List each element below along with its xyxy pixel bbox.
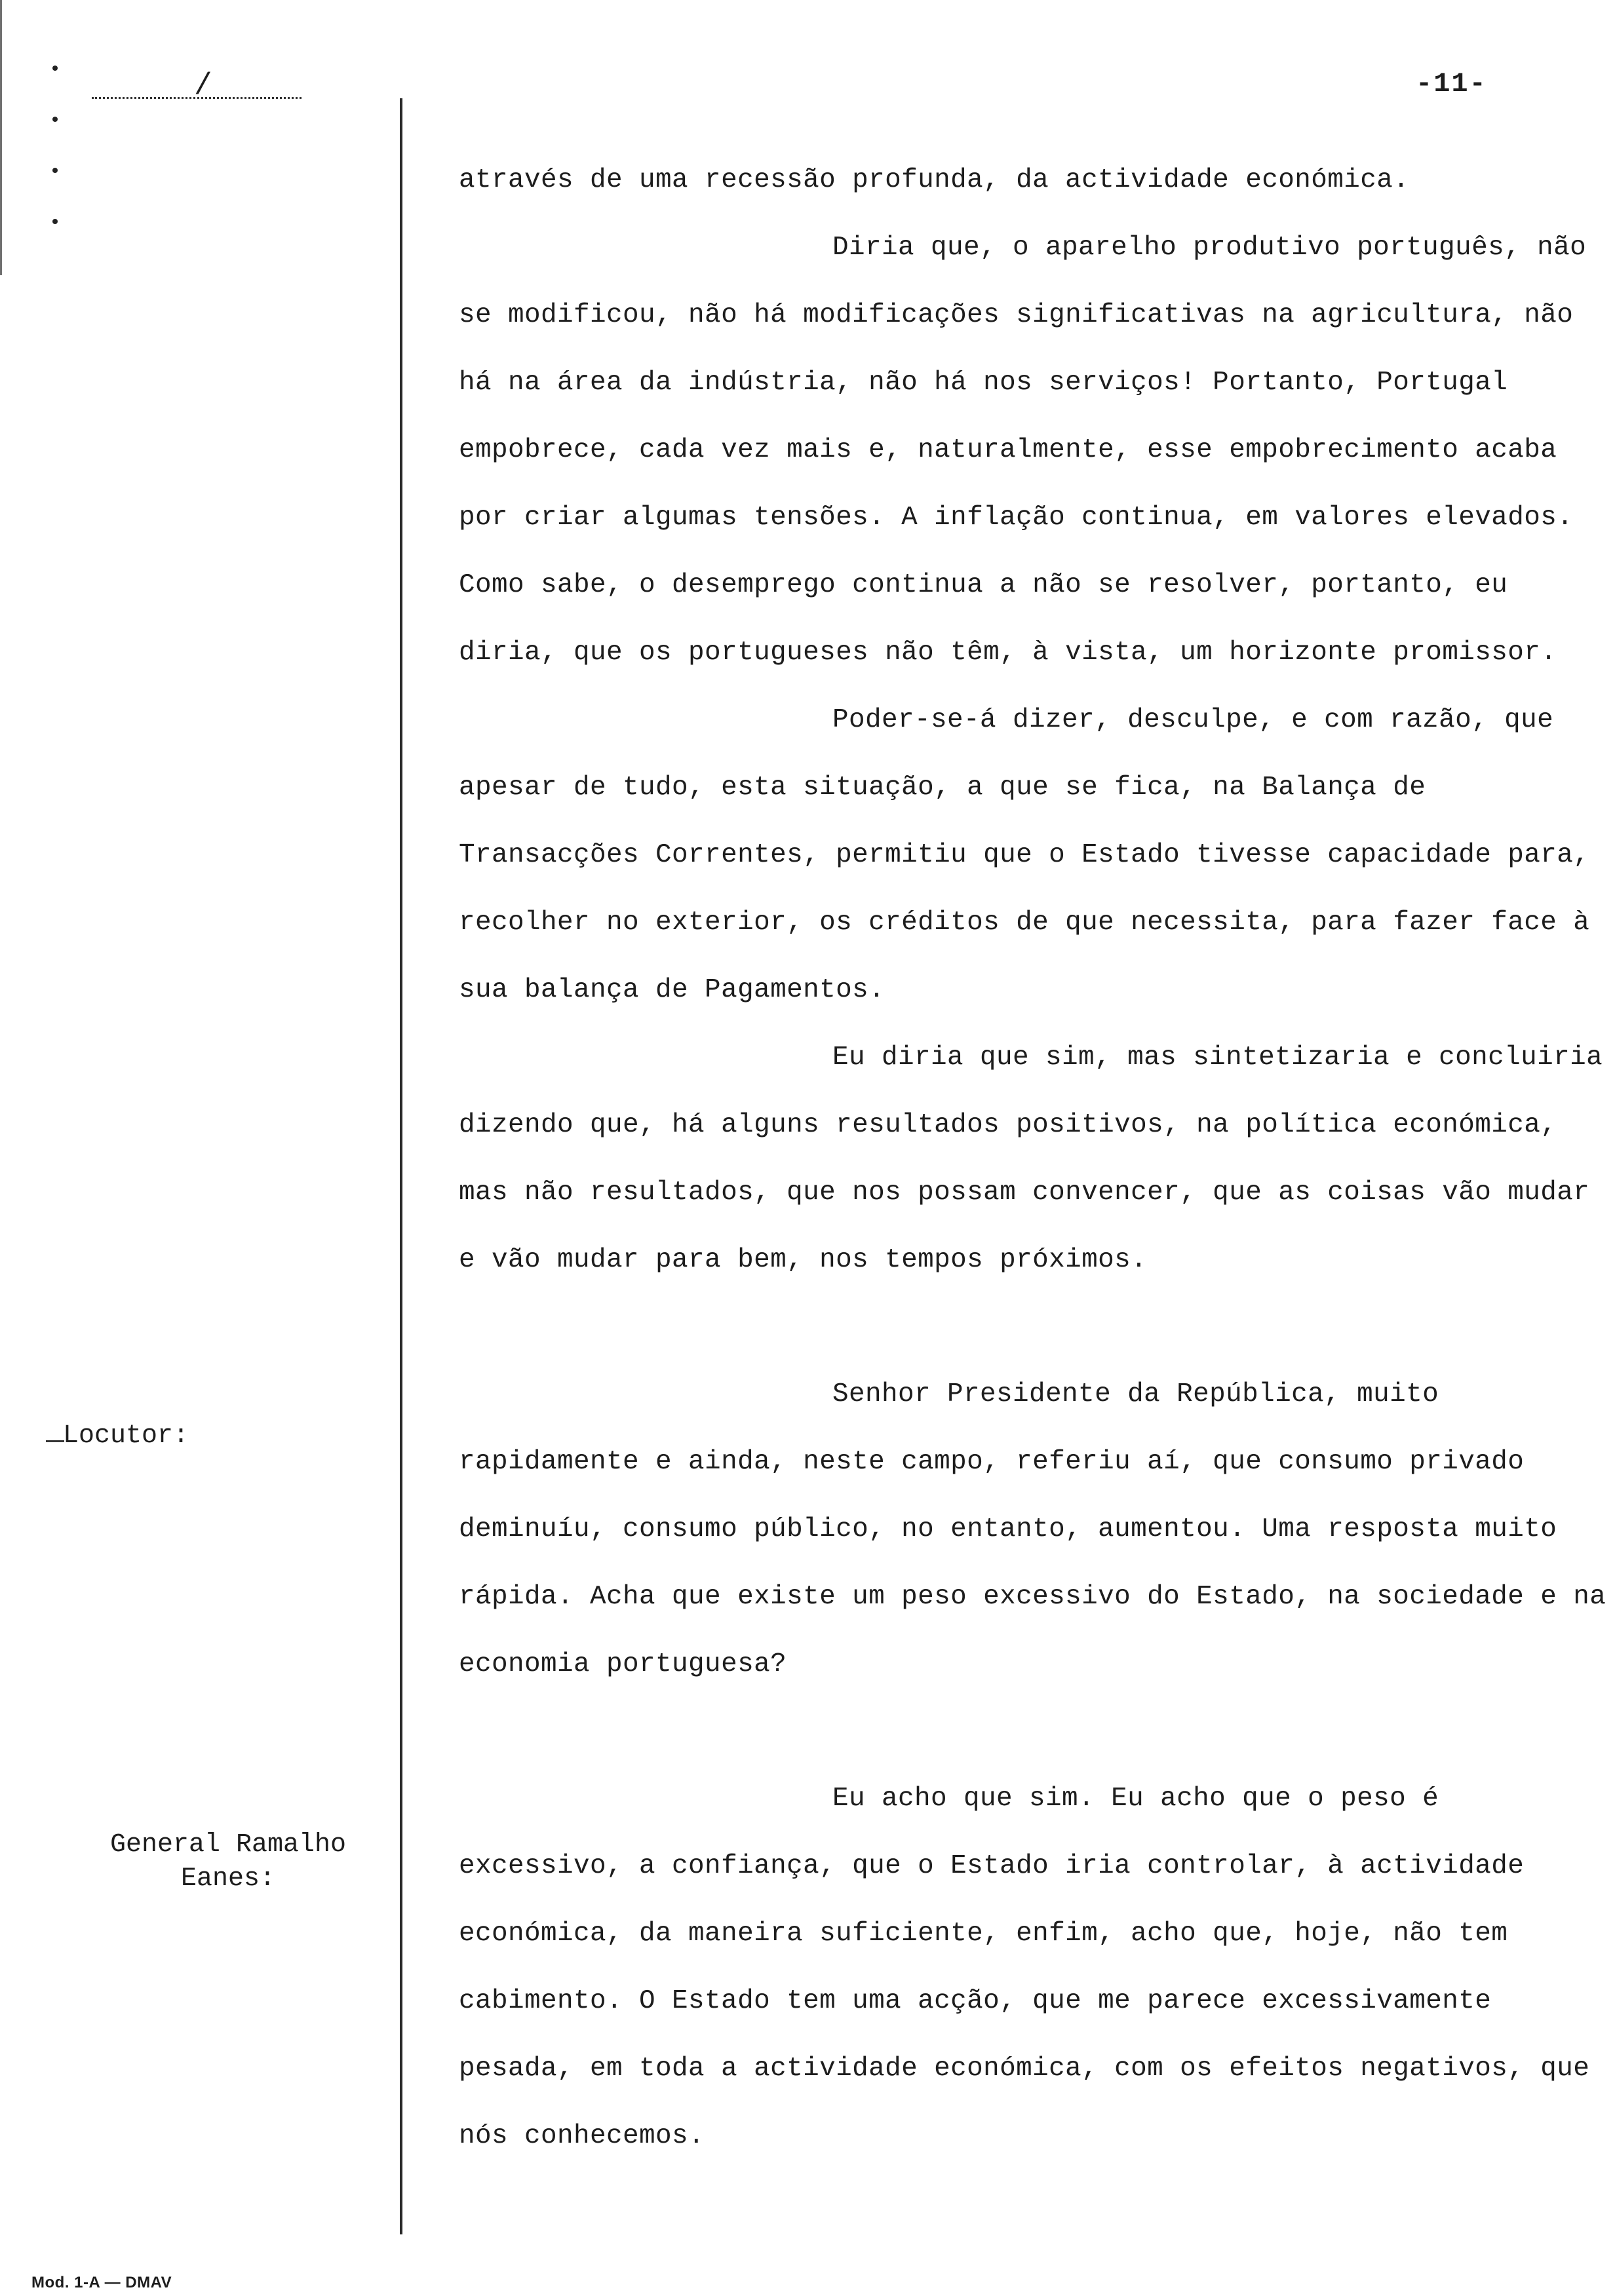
binding-edge [0, 0, 2, 275]
page-number: -11- [1416, 68, 1487, 100]
paragraph: Poder-se-á dizer, desculpe, e com razão, que apesar de tudo, esta situação, a que se fica, na Balança de Transacções Correntes, permitiu que o Estado tivesse capacidade para, recolher no exterior, os créditos de que necessita, para fazer face à sua balança de Pagamentos. [459, 705, 1590, 1005]
form-footer: Mod. 1-A — DMAV [31, 2274, 172, 2291]
spacer [459, 1698, 1612, 1765]
punch-mark [52, 117, 58, 122]
margin-tick [46, 1440, 64, 1442]
transcript-body [459, 147, 1612, 2170]
paragraph: Eu diria que sim, mas sintetizaria e concluiria dizendo que, há alguns resultados positivos, na política económica, mas não resultados, que nos possam convencer, que as coisas vão mudar e vão mudar para bem, nos tempos próximos. [459, 1043, 1603, 1275]
spacer [459, 1294, 1612, 1361]
column-divider [400, 98, 402, 2234]
punch-mark [52, 219, 58, 224]
speaker-label-locutor: Locutor: [63, 1421, 189, 1451]
speaker-label-general: General Ramalho Eanes: [109, 1830, 347, 1894]
punch-mark [52, 168, 58, 173]
paragraph: Eu acho que sim. Eu acho que o peso é excessivo, a confiança, que o Estado iria controlar, à actividade económica, da maneira suficiente, enfim, acho que, hoje, não tem cabimento. O Estado tem uma acção, que me parece excessivamente pesada, em toda a actividade económica, com os efeitos negativos, que nós conhecemos. [459, 1784, 1590, 2151]
punch-mark [52, 66, 58, 71]
header-slash: / [194, 69, 212, 103]
paragraph: através de uma recessão profunda, da actividade económica. [459, 165, 1410, 195]
paragraph: Senhor Presidente da República, muito rapidamente e ainda, neste campo, referiu aí, que consumo privado deminuíu, consumo público, no entanto, aumentou. Uma resposta muito rápida. Acha que existe um peso excessivo do Estado, na sociedade e na economia portuguesa? [459, 1379, 1606, 1679]
paragraph: Diria que, o aparelho produtivo português, não se modificou, não há modificações significativas na agricultura, não há na área da indústria, não há nos serviços! Portanto, Portugal empobrece, cada vez mais e, naturalmente, esse empobrecimento acaba por criar algumas tensões. A inflação continua, em valores elevados. Como sabe, o desemprego continua a não se resolver, portanto, eu diria, que os portugueses não têm, à vista, um horizonte promissor. [459, 233, 1587, 668]
